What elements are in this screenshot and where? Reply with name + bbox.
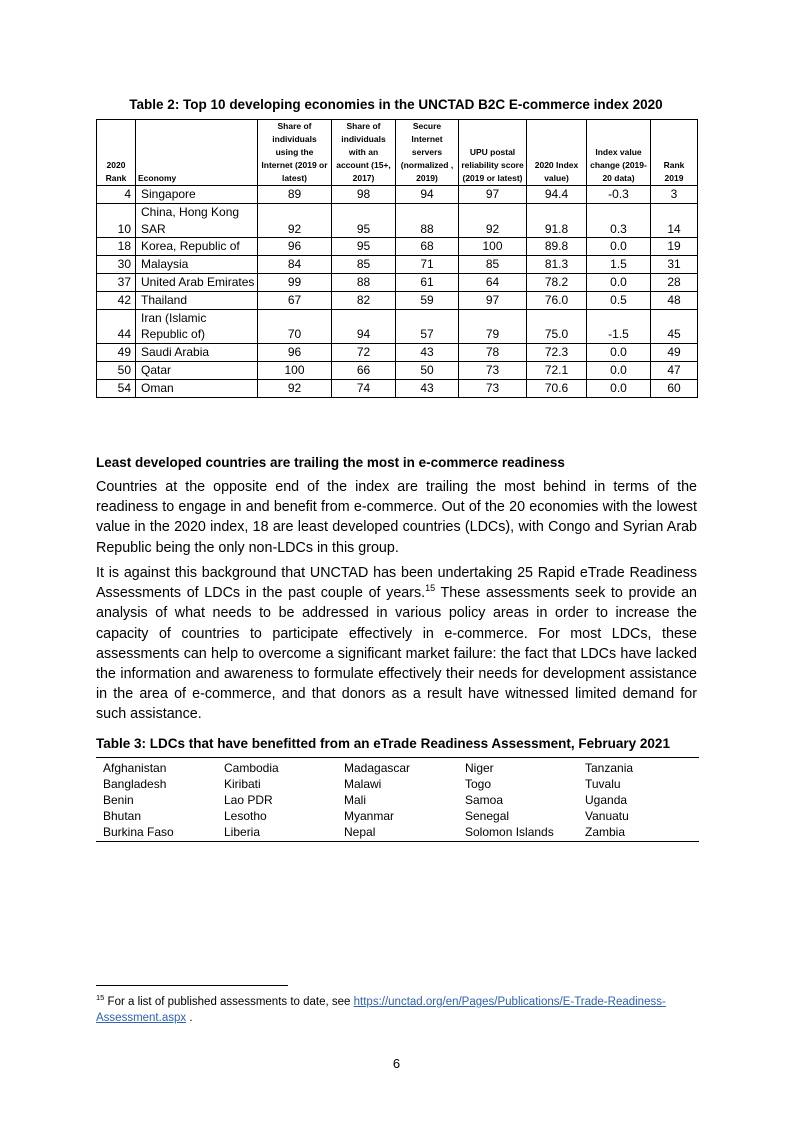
cell-rank: 42: [97, 291, 136, 309]
cell-account: 74: [332, 379, 396, 397]
paragraph-etrade-assessments: [96, 563, 697, 725]
cell-index: 91.8: [527, 203, 587, 238]
table-row: [97, 273, 698, 291]
cell-index: 75.0: [527, 309, 587, 344]
cell-servers: 94: [396, 186, 459, 204]
cell-economy: Saudi Arabia: [136, 344, 258, 362]
cell-economy: Thailand: [136, 291, 258, 309]
cell-rank-2019: 60: [651, 379, 698, 397]
table-3-ldc-list: [96, 757, 699, 842]
cell-economy: Iran (Islamic Republic of): [136, 309, 258, 344]
cell-economy: United Arab Emirates: [136, 273, 258, 291]
cell-rank-2019: 48: [651, 291, 698, 309]
cell-servers: 57: [396, 309, 459, 344]
cell-rank-2019: 19: [651, 238, 698, 256]
cell-change: 0.3: [587, 203, 651, 238]
cell-index: 72.3: [527, 344, 587, 362]
cell-index: 78.2: [527, 273, 587, 291]
header-upu-score: UPU postal reliability score (2019 or latest): [459, 120, 527, 186]
cell-index: 81.3: [527, 256, 587, 274]
cell-upu: 85: [459, 256, 527, 274]
paragraph-text-end: These assessments seek to provide an analysis of what needs to be addressed in various policy areas in order to increase the capacity of countries to participate effectively in e-commerce. For most LDCs, these assessments can help to overcome a significant market failure: the fact that LDCs have lacked the information and awareness to formulate effectively their needs for development assistance in the area of e-commerce, and that donors as a result have witnessed limited demand for such assistance.: [96, 585, 697, 723]
cell-rank: 50: [97, 361, 136, 379]
list-item: Burkina Faso: [103, 825, 174, 839]
page-number: 6: [392, 1056, 401, 1071]
cell-account: 72: [332, 344, 396, 362]
cell-rank-2019: 45: [651, 309, 698, 344]
cell-account: 95: [332, 203, 396, 238]
list-item: Kiribati: [224, 777, 261, 791]
table-row: [97, 203, 698, 238]
cell-internet: 70: [258, 309, 332, 344]
cell-internet: 92: [258, 203, 332, 238]
header-index-change: Index value change (2019-20 data): [587, 120, 651, 186]
paragraph-ldc-trailing: Countries at the opposite end of the index are trailing the most behind in terms of the readiness to engage in and benefit from e-commerce. Out of the 20 economies with the lowest value in the 2020 index, 18 are least developed countries (LDCs), with Congo and Syrian Arab Republic being the only non-LDCs in this group.: [96, 479, 697, 556]
list-item: Senegal: [465, 809, 510, 823]
footnote: [96, 994, 697, 1026]
section-heading: Least developed countries are trailing the most in e-commerce readiness: [96, 455, 565, 470]
list-item: Benin: [103, 793, 134, 807]
list-item: Nepal: [344, 825, 376, 839]
cell-rank-2019: 28: [651, 273, 698, 291]
cell-upu: 73: [459, 361, 527, 379]
header-index-value: 2020 Index value): [527, 120, 587, 186]
list-item: Lao PDR: [224, 793, 273, 807]
cell-account: 98: [332, 186, 396, 204]
cell-rank-2019: 14: [651, 203, 698, 238]
table-row: [97, 309, 698, 344]
cell-internet: 99: [258, 273, 332, 291]
cell-economy: Singapore: [136, 186, 258, 204]
header-internet-share: Share of individuals using the Internet (2019 or latest): [258, 120, 332, 186]
cell-internet: 96: [258, 238, 332, 256]
cell-servers: 71: [396, 256, 459, 274]
cell-upu: 97: [459, 186, 527, 204]
cell-servers: 61: [396, 273, 459, 291]
footnote-link[interactable]: https://unctad.org/en/Pages/Publications/E-Trade-Readiness-Assessment.aspx: [96, 996, 666, 1024]
cell-internet: 67: [258, 291, 332, 309]
cell-index: 72.1: [527, 361, 587, 379]
list-item: Uganda: [585, 793, 628, 807]
cell-economy: Qatar: [136, 361, 258, 379]
table-row: [97, 361, 698, 379]
list-item: Bangladesh: [103, 777, 167, 791]
paragraph-text-start: It is against this background that UNCTAD has been undertaking 25 Rapid eTrade Readiness Assessments of LDCs in the past couple of years.: [96, 565, 697, 602]
cell-change: 1.5: [587, 256, 651, 274]
list-item: Vanuatu: [585, 809, 629, 823]
cell-upu: 79: [459, 309, 527, 344]
cell-account: 94: [332, 309, 396, 344]
footnote-divider: [96, 985, 288, 986]
list-item: Cambodia: [224, 761, 279, 775]
list-item: Samoa: [465, 793, 504, 807]
cell-internet: 100: [258, 361, 332, 379]
cell-economy: Malaysia: [136, 256, 258, 274]
list-item: Myanmar: [344, 809, 395, 823]
table-3-column: [103, 760, 174, 840]
cell-index: 89.8: [527, 238, 587, 256]
header-rank-2019: Rank 2019: [651, 120, 698, 186]
cell-economy: Korea, Republic of: [136, 238, 258, 256]
cell-rank: 4: [97, 186, 136, 204]
cell-rank: 44: [97, 309, 136, 344]
table-row: [97, 291, 698, 309]
list-item: Mali: [344, 793, 367, 807]
cell-servers: 43: [396, 344, 459, 362]
cell-rank: 49: [97, 344, 136, 362]
cell-index: 70.6: [527, 379, 587, 397]
cell-servers: 43: [396, 379, 459, 397]
cell-servers: 59: [396, 291, 459, 309]
list-item: Bhutan: [103, 809, 142, 823]
table-row: [97, 256, 698, 274]
cell-upu: 97: [459, 291, 527, 309]
cell-change: -1.5: [587, 309, 651, 344]
cell-change: 0.0: [587, 273, 651, 291]
list-item: Liberia: [224, 825, 261, 839]
cell-servers: 88: [396, 203, 459, 238]
cell-internet: 84: [258, 256, 332, 274]
table-3-column: [585, 760, 633, 840]
cell-internet: 89: [258, 186, 332, 204]
cell-rank-2019: 3: [651, 186, 698, 204]
cell-index: 76.0: [527, 291, 587, 309]
list-item: Madagascar: [344, 761, 411, 775]
cell-change: 0.0: [587, 238, 651, 256]
cell-upu: 92: [459, 203, 527, 238]
cell-upu: 78: [459, 344, 527, 362]
cell-change: 0.5: [587, 291, 651, 309]
cell-account: 95: [332, 238, 396, 256]
cell-servers: 50: [396, 361, 459, 379]
list-item: Zambia: [585, 825, 626, 839]
cell-upu: 64: [459, 273, 527, 291]
cell-index: 94.4: [527, 186, 587, 204]
cell-rank-2019: 31: [651, 256, 698, 274]
list-item: Tanzania: [585, 761, 634, 775]
table-2-title: Table 2: Top 10 developing economies in the UNCTAD B2C E-commerce index 2020: [129, 97, 663, 112]
footnote-end: .: [186, 1012, 193, 1024]
cell-change: -0.3: [587, 186, 651, 204]
list-item: Niger: [465, 761, 494, 775]
cell-rank: 10: [97, 203, 136, 238]
table-row: [97, 238, 698, 256]
header-account-share: Share of individuals with an account (15+, 2017): [332, 120, 396, 186]
cell-economy: China, Hong Kong SAR: [136, 203, 258, 238]
footnote-number: 15: [96, 993, 105, 1003]
table-2-ecommerce-index: [96, 119, 698, 398]
table-row: [97, 344, 698, 362]
list-item: Solomon Islands: [465, 825, 554, 839]
cell-change: 0.0: [587, 379, 651, 397]
list-item: Malawi: [344, 777, 382, 791]
cell-rank: 37: [97, 273, 136, 291]
cell-change: 0.0: [587, 361, 651, 379]
footnote-reference[interactable]: 15: [425, 583, 436, 594]
table-3-column: [465, 760, 554, 840]
header-secure-servers: Secure Internet servers (normalized , 2019): [396, 120, 459, 186]
cell-account: 85: [332, 256, 396, 274]
cell-upu: 100: [459, 238, 527, 256]
list-item: Tuvalu: [585, 777, 621, 791]
cell-rank-2019: 47: [651, 361, 698, 379]
cell-servers: 68: [396, 238, 459, 256]
cell-account: 82: [332, 291, 396, 309]
cell-upu: 73: [459, 379, 527, 397]
table-3-title: Table 3: LDCs that have benefitted from an eTrade Readiness Assessment, February 2021: [96, 736, 670, 751]
table-row: [97, 379, 698, 397]
cell-rank: 54: [97, 379, 136, 397]
cell-rank-2019: 49: [651, 344, 698, 362]
cell-economy: Oman: [136, 379, 258, 397]
header-rank-2020: 2020 Rank: [97, 120, 136, 186]
cell-internet: 96: [258, 344, 332, 362]
footnote-text: For a list of published assessments to date, see: [104, 996, 354, 1008]
cell-account: 66: [332, 361, 396, 379]
cell-change: 0.0: [587, 344, 651, 362]
list-item: Lesotho: [224, 809, 267, 823]
cell-account: 88: [332, 273, 396, 291]
cell-rank: 18: [97, 238, 136, 256]
header-economy: Economy: [136, 120, 258, 186]
table-2-header-row: [97, 120, 698, 186]
table-row: [97, 186, 698, 204]
list-item: Afghanistan: [103, 761, 167, 775]
table-3-column: [224, 760, 279, 840]
cell-rank: 30: [97, 256, 136, 274]
list-item: Togo: [465, 777, 492, 791]
cell-internet: 92: [258, 379, 332, 397]
table-3-column: [344, 760, 410, 840]
